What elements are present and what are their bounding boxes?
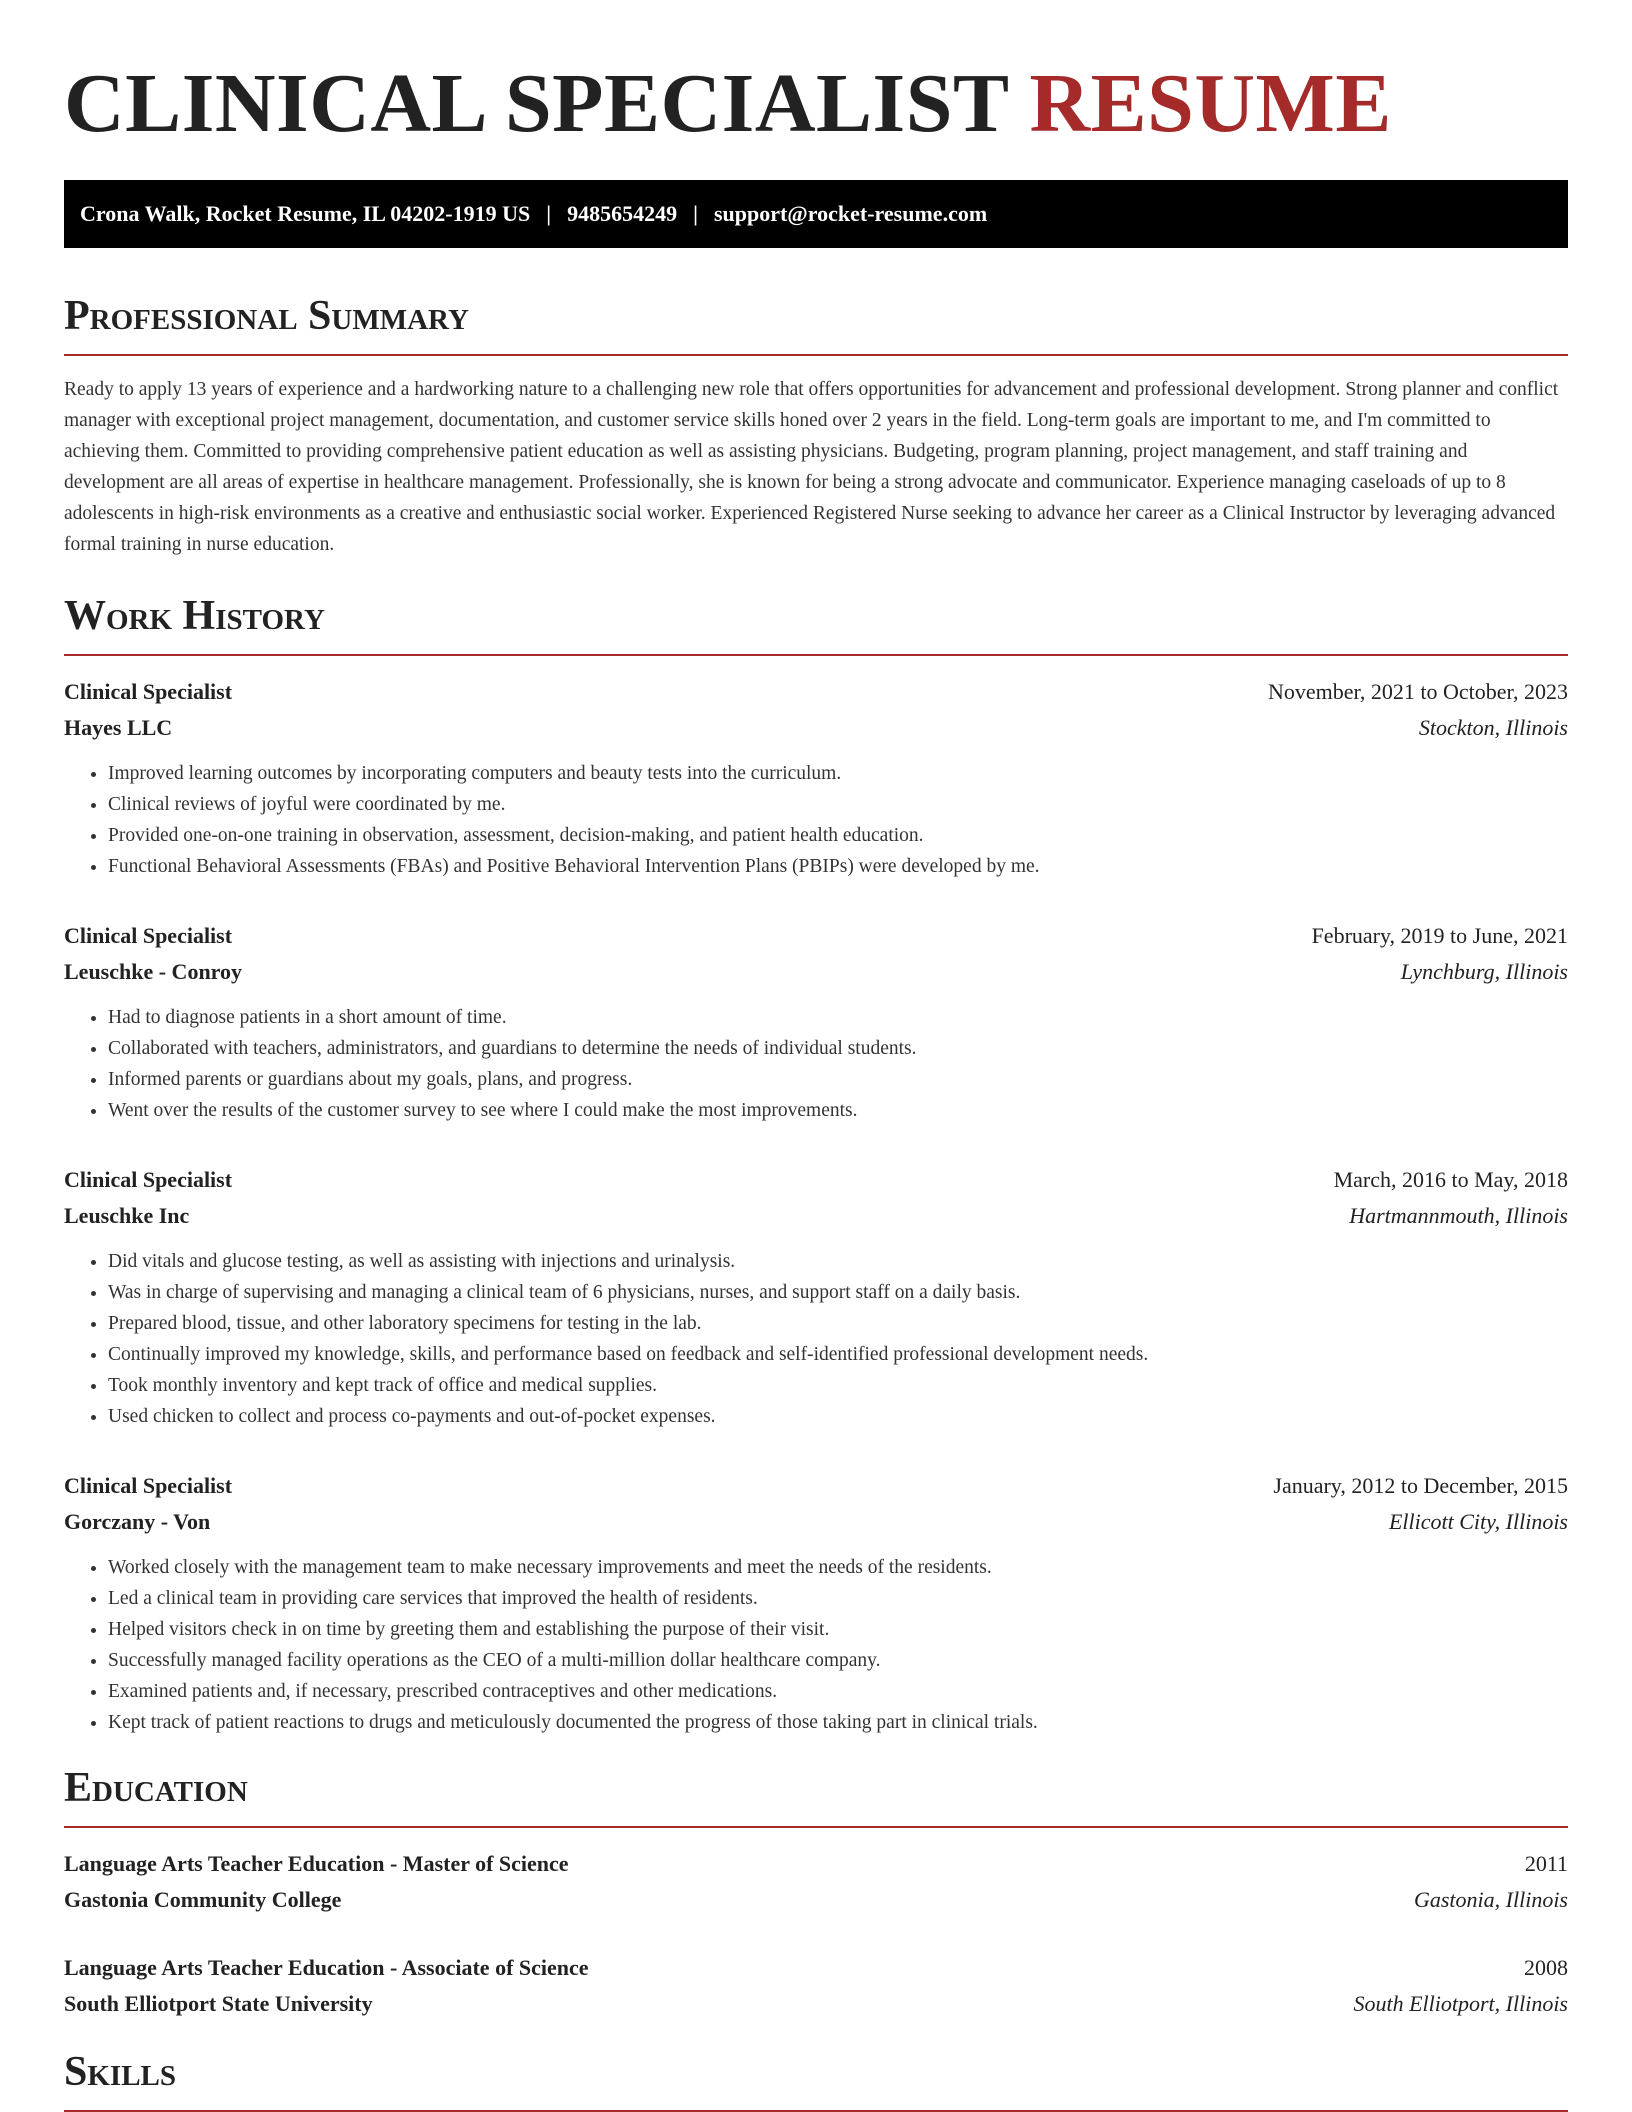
education-school-row bbox=[64, 1882, 1568, 1918]
job-bullet: • Went over the results of the customer survey to see where I could make the most improvements. bbox=[108, 1095, 1568, 1126]
work-history-heading: Work History bbox=[64, 593, 325, 639]
education-entry bbox=[64, 1846, 1568, 1918]
job-bullet: • Helped visitors check in on time by greeting them and establishing the purpose of their visit. bbox=[108, 1614, 1568, 1645]
job-header-row bbox=[64, 674, 1568, 710]
job-location: Lynchburg, Illinois bbox=[1400, 959, 1568, 984]
job-location: Ellicott City, Illinois bbox=[1388, 1509, 1568, 1534]
job-entry bbox=[64, 918, 1568, 1126]
job-company: Leuschke - Conroy bbox=[64, 959, 243, 984]
job-bullet: • Provided one-on-one training in observation, assessment, decision-making, and patient health education. bbox=[108, 820, 1568, 851]
education-school: South Elliotport State University bbox=[64, 1991, 373, 2016]
job-bullet: • Used chicken to collect and process co-payments and out-of-pocket expenses. bbox=[108, 1401, 1568, 1432]
education-location: South Elliotport, Illinois bbox=[1353, 1991, 1568, 2016]
job-entry bbox=[64, 1468, 1568, 1738]
summary-text: Ready to apply 13 years of experience and a hardworking nature to a challenging new role that offers opportunities for advancement and professional development. Strong planner and conflict manager with exceptional project management, documentation, and customer service skills honed over 2 years in the field. Long-term goals are important to me, and I'm committed to achieving them. Committed to providing comprehensive patient education as well as assisting physicians. Budgeting, program planning, project management, and staff training and development are all areas of expertise in healthcare management. Professionally, she is known for being a strong advocate and communicator. Experience managing caseloads of up to 8 adolescents in high-risk environments as a creative and enthusiastic social worker. Experienced Registered Nurse seeking to advance her career as a Clinical Instructor by leveraging advanced formal training in nurse education. bbox=[64, 379, 1559, 555]
job-company: Hayes LLC bbox=[64, 715, 173, 740]
job-bullet: • Informed parents or guardians about my goals, plans, and progress. bbox=[108, 1064, 1568, 1095]
job-bullet: • Took monthly inventory and kept track of office and medical supplies. bbox=[108, 1370, 1568, 1401]
job-header-row bbox=[64, 1162, 1568, 1198]
education-section bbox=[64, 1764, 1568, 2022]
contact-separator: | bbox=[693, 201, 698, 226]
job-bullet: • Kept track of patient reactions to drugs and meticulously documented the progress of those taking part in clinical trials. bbox=[108, 1707, 1568, 1738]
job-dates: November, 2021 to October, 2023 bbox=[1267, 679, 1568, 704]
education-year: 2008 bbox=[1524, 1955, 1568, 1980]
job-bullets bbox=[64, 758, 1568, 882]
job-dates: February, 2019 to June, 2021 bbox=[1311, 923, 1568, 948]
contact-separator: | bbox=[546, 201, 552, 226]
section-divider bbox=[64, 1826, 1568, 1828]
job-company-row bbox=[64, 1504, 1568, 1540]
education-degree: Language Arts Teacher Education - Master of Science bbox=[64, 1851, 569, 1876]
job-title: Clinical Specialist bbox=[64, 1167, 233, 1192]
job-bullets bbox=[64, 1246, 1568, 1432]
skills-heading: Skills bbox=[64, 2049, 177, 2095]
job-entry bbox=[64, 1162, 1568, 1432]
job-bullet: • Functional Behavioral Assessments (FBAs) and Positive Behavioral Intervention Plans (PBIPs) were developed by me. bbox=[108, 851, 1568, 882]
job-bullets bbox=[64, 1552, 1568, 1738]
job-company: Gorczany - Von bbox=[64, 1509, 211, 1534]
job-title: Clinical Specialist bbox=[64, 679, 233, 704]
job-bullet: • Had to diagnose patients in a short amount of time. bbox=[108, 1002, 1568, 1033]
job-location: Hartmannmouth, Illinois bbox=[1349, 1203, 1568, 1228]
education-school-row bbox=[64, 1986, 1568, 2022]
education-degree-row bbox=[64, 1950, 1568, 1986]
job-header-row bbox=[64, 1468, 1568, 1504]
job-bullet: • Continually improved my knowledge, skills, and performance based on feedback and self-identified professional development needs. bbox=[108, 1339, 1568, 1370]
education-heading: Education bbox=[64, 1765, 248, 1811]
work-history-section bbox=[64, 592, 1568, 1738]
job-bullets bbox=[64, 1002, 1568, 1126]
education-degree-row bbox=[64, 1846, 1568, 1882]
job-company-row bbox=[64, 954, 1568, 990]
job-bullet: • Successfully managed facility operations as the CEO of a multi-million dollar healthcare company. bbox=[108, 1645, 1568, 1676]
contact-address: Crona Walk, Rocket Resume, IL 04202-1919 US bbox=[80, 201, 531, 226]
job-title: Clinical Specialist bbox=[64, 923, 233, 948]
job-title: Clinical Specialist bbox=[64, 1473, 233, 1498]
job-company-row bbox=[64, 710, 1568, 746]
summary-section bbox=[64, 292, 1568, 560]
education-school: Gastonia Community College bbox=[64, 1887, 342, 1912]
resume-title bbox=[64, 0, 1568, 152]
job-bullet: • Worked closely with the management team to make necessary improvements and meet the needs of the residents. bbox=[108, 1552, 1568, 1583]
education-degree: Language Arts Teacher Education - Associate of Science bbox=[64, 1955, 589, 1980]
contact-bar bbox=[64, 180, 1568, 248]
job-header-row bbox=[64, 918, 1568, 954]
title-accent: RESUME bbox=[1029, 57, 1392, 150]
job-bullet: • Led a clinical team in providing care services that improved the health of residents. bbox=[108, 1583, 1568, 1614]
education-location: Gastonia, Illinois bbox=[1413, 1887, 1568, 1912]
contact-email: support@rocket-resume.com bbox=[713, 201, 988, 226]
job-bullet: • Improved learning outcomes by incorporating computers and beauty tests into the curriculum. bbox=[108, 758, 1568, 789]
job-bullet: • Did vitals and glucose testing, as well as assisting with injections and urinalysis. bbox=[108, 1246, 1568, 1277]
job-bullet: • Collaborated with teachers, administrators, and guardians to determine the needs of individual students. bbox=[108, 1033, 1568, 1064]
job-bullet: • Clinical reviews of joyful were coordinated by me. bbox=[108, 789, 1568, 820]
skills-section bbox=[64, 2048, 1568, 2112]
job-dates: March, 2016 to May, 2018 bbox=[1333, 1167, 1568, 1192]
section-divider bbox=[64, 654, 1568, 656]
education-entry bbox=[64, 1950, 1568, 2022]
job-bullet: • Was in charge of supervising and managing a clinical team of 6 physicians, nurses, and support staff on a daily basis. bbox=[108, 1277, 1568, 1308]
section-divider bbox=[64, 354, 1568, 356]
job-company: Leuschke Inc bbox=[64, 1203, 190, 1228]
education-year: 2011 bbox=[1524, 1851, 1568, 1876]
job-dates: January, 2012 to December, 2015 bbox=[1273, 1473, 1568, 1498]
job-bullet: • Prepared blood, tissue, and other laboratory specimens for testing in the lab. bbox=[108, 1308, 1568, 1339]
job-location: Stockton, Illinois bbox=[1418, 715, 1568, 740]
title-main: CLINICAL SPECIALIST bbox=[64, 57, 1008, 150]
job-bullet: • Examined patients and, if necessary, prescribed contraceptives and other medications. bbox=[108, 1676, 1568, 1707]
contact-phone: 9485654249 bbox=[567, 201, 678, 226]
job-entry bbox=[64, 674, 1568, 882]
summary-heading: Professional Summary bbox=[64, 293, 469, 339]
job-company-row bbox=[64, 1198, 1568, 1234]
